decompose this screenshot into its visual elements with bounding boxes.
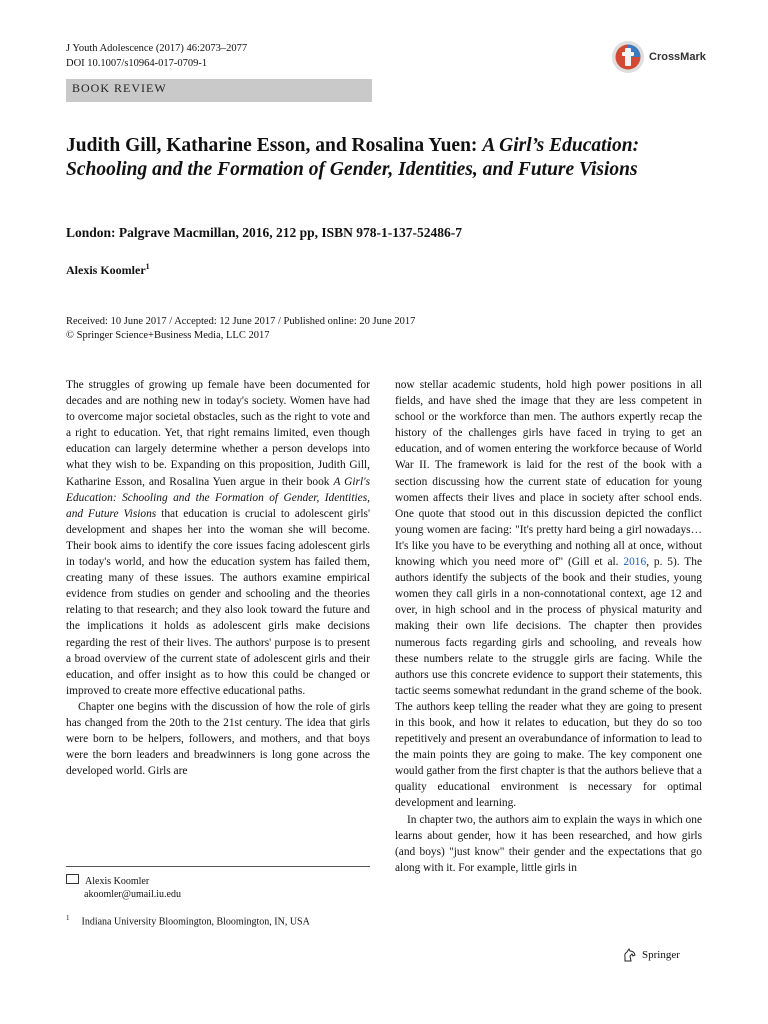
paragraph-text: that education is crucial to adolescent girls' development and shapes her into the woman she will become. Their book aims to identify the core issues facing adolescent girls in today's world, and how the education system has failed them, creating many of these issues. The authors examine empirical evidence from studies on gender and schooling and the theories relating to that research; and they also look toward the future and the implications it holds as adolescent girls make decisions regarding the rest of their lives. The authors' purpose is to present a broad overview of the current state of adolescent girls and their education, and offer insight as to how this could be changed or improved to create more effective educational paths. [66, 507, 371, 697]
publisher-logo [622, 948, 680, 962]
title-book: A Girl’s Education: Schooling and the Formation of Gender, Identities, and Future Visions [66, 135, 640, 180]
crossmark-icon [610, 39, 646, 75]
history-dates: Received: 10 June 2017 / Accepted: 12 June 2017 / Published online: 20 June 2017 [66, 316, 416, 327]
springer-horse-icon [622, 948, 638, 962]
title-authors: Judith Gill, Katharine Esson, and Rosalina Yuen: [66, 135, 478, 156]
section-label: BOOK REVIEW [72, 81, 167, 95]
body-column-right [395, 377, 702, 876]
article-title [66, 134, 686, 182]
crossmark-label: CrossMark [649, 51, 706, 63]
contact-email[interactable]: akoomler@umail.iu.edu [84, 889, 181, 900]
affiliation-mark: 1 [145, 262, 150, 271]
envelope-icon [66, 874, 79, 884]
paragraph: In chapter two, the authors aim to explain the ways in which one learns about gender, how it has been researched, and how girls (and boys) "just know" their gender and the expectations that go along with it. For example, little girls in [395, 813, 702, 874]
copyright: © Springer Science+Business Media, LLC 2017 [66, 330, 270, 341]
paragraph-text: , p. 5). The authors identify the subjects of the book and their studies, young women they call girls in a non-connotational context, age 12 and over, in high school and in the process of physical maturity and making their own life decisions. The chapter then provides numerous facts regarding girls and schooling, and reveals how these numbers relate to the struggle girls are facing. While the authors use this concrete evidence to support their statements, this tactic seems somewhat redundant in the grand scheme of the book. The authors keep telling the reader what they are going to present in this book, and how it relates to education, but they do so too repetitively and present an overabundance of information to lead to the main points they are going to make. The key component one would gather from the first chapter is that the authors believe that a quality educational environment is necessary for optimal development and learning. [395, 556, 703, 810]
journal-citation: J Youth Adolescence (2017) 46:2073–2077 [66, 43, 248, 54]
contact-footnote [66, 874, 181, 901]
paragraph-text: The struggles of growing up female have been documented for decades and are nothing new in today's society. Women have had to overcome major societal obstacles, such as the right to vote and a right to education. Yet, that right remains limited, even though education can largely determine whether a person develops into what they wish to be. Expanding on this proposition, Judith Gill, Katharine Esson, and Rosalina Yuen argue in their book [66, 379, 370, 488]
publication-info: London: Palgrave Macmillan, 2016, 212 pp, ISBN 978-1-137-52486-7 [66, 225, 463, 240]
book-title-inline: A Girl's Education: Schooling and the Formation of Gender, Identities, and Future Visions [66, 475, 370, 520]
paragraph [395, 377, 702, 812]
reviewer-name [66, 262, 150, 278]
doi[interactable]: DOI 10.1007/s10964-017-0709-1 [66, 58, 208, 69]
paragraph-text: now stellar academic students, hold high power positions in all fields, and have shed the image that they are less competent in school or the workforce than men. The authors expertly recap the history of the challenges girls have faced in trying to get an education, and of women entering the workforce because of World War II. The framework is laid for the rest of the book with a section discussing how the current state of education for young women affects their lives and place in society after school ends. One quote that stood out in this discussion depicted the conflict young women are facing: "It's pretty hard being a girl nowadays… It's like you have to be everything and nothing all at once, without knowing which you need more of" (Gill et al. [395, 379, 702, 569]
affiliation-footnote [66, 914, 310, 927]
citation-link[interactable]: 2016 [623, 556, 647, 569]
paragraph: Chapter one begins with the discussion of how the role of girls has changed from the 20th to the 21st century. The idea that girls were born to be helpers, followers, and mothers, and that boys were the born leaders and breadwinners is long gone across the developed world. Girls are [66, 700, 370, 778]
paragraph [66, 377, 370, 699]
affiliation-number: 1 [66, 914, 70, 922]
crossmark-badge[interactable] [610, 39, 706, 75]
publisher-name: Springer [642, 949, 680, 961]
journal-header [66, 41, 247, 71]
footnote-divider [66, 866, 370, 867]
article-dates [66, 315, 415, 343]
reviewer-name-text: Alexis Koomler [66, 263, 146, 277]
affiliation-text: Indiana University Bloomington, Bloomington, IN, USA [81, 916, 310, 928]
body-column-left [66, 377, 370, 779]
contact-name: Alexis Koomler [85, 876, 150, 887]
